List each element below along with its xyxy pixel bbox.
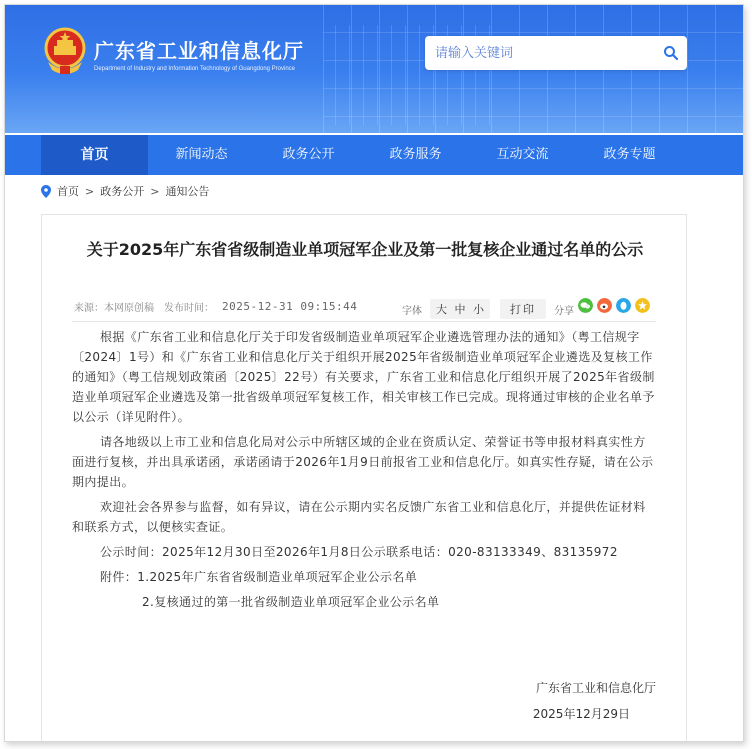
nav-item-gov-services[interactable]: 政务服务	[389, 147, 442, 162]
publish-time-value: 2025-12-31 09:15:44	[222, 300, 358, 313]
breadcrumb-separator: >	[150, 184, 160, 198]
signature-org: 广东省工业和信息化厅	[535, 681, 656, 695]
font-controls	[402, 299, 574, 319]
weibo-icon[interactable]	[597, 298, 612, 313]
nav-item-topics[interactable]: 政务专题	[603, 147, 656, 162]
site-title[interactable]: 广东省工业和信息化厅	[94, 39, 304, 63]
location-pin-icon	[41, 185, 51, 198]
breadcrumb	[41, 181, 209, 201]
attachment-link[interactable]: 2.复核通过的第一批省级制造业单项冠军企业公示名单	[142, 595, 440, 609]
paragraph: 请各地级以上市工业和信息化局对公示中所辖区域的企业在资质认定、荣誉证书等申报材料真实性方面进行复核，并出具承诺函，承诺函请于2026年1月9日前报省工业和信息化厅。如真实性存疑，请在公示期内提出。	[72, 435, 654, 489]
meta-divider	[72, 321, 656, 322]
paragraph: 公示时间：2025年12月30日至2026年1月8日公示联系电话：020-83133349、83135972	[100, 545, 618, 559]
share-label: 分享	[554, 305, 574, 317]
font-size-selector[interactable]: 大 中 小	[430, 299, 490, 319]
article-panel	[41, 214, 687, 742]
nav-item-interaction[interactable]: 互动交流	[496, 147, 549, 162]
breadcrumb-gov-affairs[interactable]: 政务公开	[100, 185, 145, 198]
qq-icon[interactable]	[616, 298, 631, 313]
print-button[interactable]: 打印	[500, 299, 546, 319]
wechat-icon[interactable]	[578, 298, 593, 313]
search-input[interactable]	[425, 36, 655, 70]
article-source: 来源：本网原创稿	[74, 303, 154, 314]
breadcrumb-home[interactable]: 首页	[57, 185, 79, 198]
publish-time-label: 发布时间：	[164, 303, 214, 314]
signature-block	[533, 675, 656, 727]
main-nav	[5, 135, 743, 175]
signature-date: 2025年12月29日	[532, 707, 630, 721]
nav-item-home[interactable]: 首页	[41, 135, 148, 175]
qzone-icon[interactable]	[635, 298, 650, 313]
nav-item-gov-affairs[interactable]: 政务公开	[282, 147, 335, 162]
search-box	[425, 36, 687, 70]
paragraph: 根据《广东省工业和信息化厅关于印发省级制造业单项冠军企业遴选管理办法的通知》（粤工信规字〔2024〕1号）和《广东省工业和信息化厅关于组织开展2025年省级制造业单项冠军企业遴选及复核工作的通知》（粤工信规划政策函〔2025〕22号）有关要求，广东省工业和信息化厅组织开展了2025年省级制造业单项冠军企业遴选及第一批省级单项冠军复核工作，相关审核工作已完成。现将通过审核的企业名单予以公示（详见附件）。	[72, 330, 655, 424]
site-header	[5, 5, 743, 133]
breadcrumb-separator: >	[85, 184, 95, 198]
font-size-label: 字体	[402, 305, 422, 317]
attachment-link[interactable]: 附件：1.2025年广东省省级制造业单项冠军企业公示名单	[100, 570, 418, 584]
site-subtitle: Department of Industry and Information Technology of Guangdong Province	[94, 66, 296, 72]
article-title: 关于2025年广东省省级制造业单项冠军企业及第一批复核企业通过名单的公示	[86, 240, 644, 259]
paragraph: 欢迎社会各界参与监督，如有异议，请在公示期内实名反馈广东省工业和信息化厅，并提供佐证材料和联系方式，以便核实查证。	[72, 500, 646, 534]
national-emblem-icon	[42, 26, 88, 76]
search-icon[interactable]	[663, 45, 679, 61]
browser-frame	[4, 4, 744, 742]
article-meta	[74, 299, 357, 314]
share-icons	[578, 298, 650, 313]
breadcrumb-notices[interactable]: 通知公告	[165, 185, 210, 198]
article-body	[72, 327, 656, 617]
nav-item-news[interactable]: 新闻动态	[175, 147, 228, 162]
